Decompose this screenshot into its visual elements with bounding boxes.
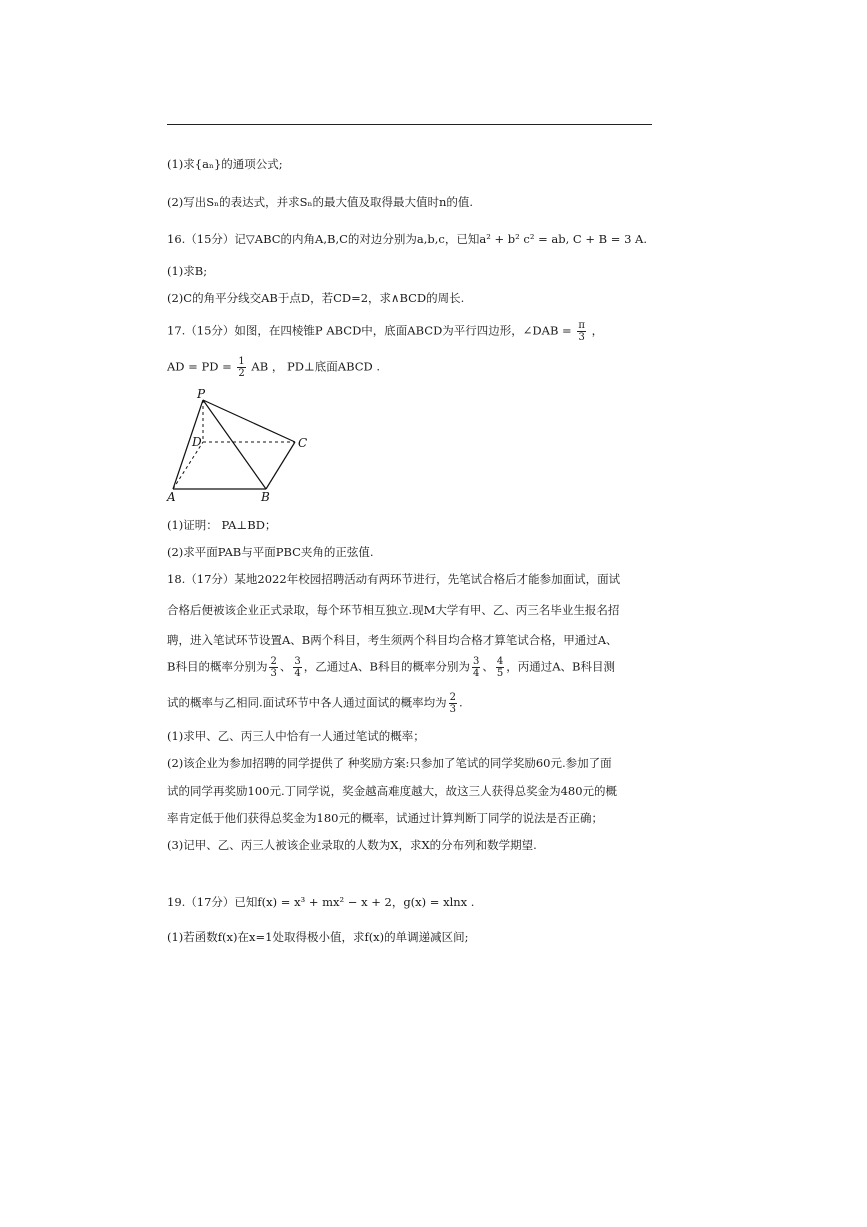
- text-line: (1)证明： PA⊥BD；: [167, 518, 277, 532]
- text-line: (2)C的角平分线交AB于点D，若CD=2，求∧BCD的周长.: [167, 291, 465, 305]
- question-17: 17.（15分）如图，在四棱锥P ABCD中，底面ABCD为平行四边形，∠DAB = $\frac{\pi}{3}$ ，: [167, 320, 604, 343]
- fraction: $\frac{3}{4}$: [294, 656, 301, 679]
- text-line: (1)若函数f(x)在x=1处取得极小值，求f(x)的单调递减区间;: [167, 930, 469, 944]
- label-D: D: [192, 435, 202, 449]
- text-line: AD = PD = $\frac{1}{2}$ AB ， PD⊥底面ABCD .: [167, 356, 381, 379]
- fraction: $\frac{\pi}{3}$: [578, 320, 585, 343]
- pyramid-diagram: [165, 385, 315, 505]
- question-19: 19.（17分）已知f(x) = x³ + mx² − x + 2，g(x) = xlnx .: [167, 895, 475, 909]
- edge-PB: [203, 400, 266, 489]
- fraction: $\frac{4}{5}$: [496, 656, 504, 679]
- fraction: $\frac{2}{3}$: [270, 656, 277, 679]
- text-line: (2)写出Sₙ的表达式，并求Sₙ的最大值及取得最大值时n的值.: [167, 195, 474, 209]
- label-P: P: [197, 387, 206, 401]
- edge-PC: [203, 400, 295, 442]
- text-line: (1)求{aₙ}的通项公式;: [167, 157, 283, 171]
- text-line: 合格后便被该企业正式录取，每个环节相互独立.现M大学有甲、乙、丙三名毕业生报名招: [167, 603, 620, 617]
- header-rule: [167, 124, 652, 125]
- edge-AD: [173, 442, 203, 489]
- text-line: 试的同学再奖励100元.丁同学说，奖金越高难度越大，故这三人获得总奖金为480元的概: [167, 784, 618, 798]
- pyramid-figure: [165, 385, 315, 505]
- edge-BC: [266, 442, 295, 489]
- text-line: (2)求平面PAB与平面PBC夹角的正弦值.: [167, 545, 374, 559]
- question-18: 18.（17分）某地2022年校园招聘活动有两环节进行，先笔试合格后才能参加面试，面试: [167, 572, 621, 586]
- text-line: 试的概率与乙相同.面试环节中各人通过面试的概率均为 $\frac{2}{3}$ .: [167, 692, 463, 715]
- fraction: $\frac{2}{3}$: [449, 692, 457, 715]
- label-B: B: [261, 490, 270, 504]
- label-A: A: [167, 490, 176, 504]
- question-16: 16.（15分）记▽ABC的内角A,B,C的对边分别为a,b,c，已知a² + b² c² = ab, C + B = 3 A.: [167, 232, 648, 246]
- fraction: $\frac{1}{2}$: [238, 356, 245, 379]
- text-line: (3)记甲、乙、丙三人被该企业录取的人数为X，求X的分布列和数学期望.: [167, 838, 537, 852]
- text-line: B科目的概率分别为 $\frac{2}{3}$ 、 $\frac{3}{4}$ ，乙通过A、B科目的概率分别为 $\frac{3}{4}$ 、 $\frac{4}{5}$ ，丙通过A、B科目测: [167, 656, 615, 679]
- fraction: $\frac{3}{4}$: [472, 656, 480, 679]
- label-C: C: [298, 436, 308, 450]
- text-line: 率肯定低于他们获得总奖金为180元的概率，试通过计算判断丁同学的说法是否正确；: [167, 811, 603, 825]
- text-line: (2)该企业为参加招聘的同学提供了 种奖励方案:只参加了笔试的同学奖励60元.参加了面: [167, 756, 612, 770]
- text-line: 聘，进入笔试环节设置A、B两个科目，考生须两个科目均合格才算笔试合格，甲通过A、: [167, 633, 618, 647]
- text-line: (1)求B;: [167, 264, 208, 278]
- text-line: (1)求甲、乙、丙三人中恰有一人通过笔试的概率；: [167, 729, 425, 743]
